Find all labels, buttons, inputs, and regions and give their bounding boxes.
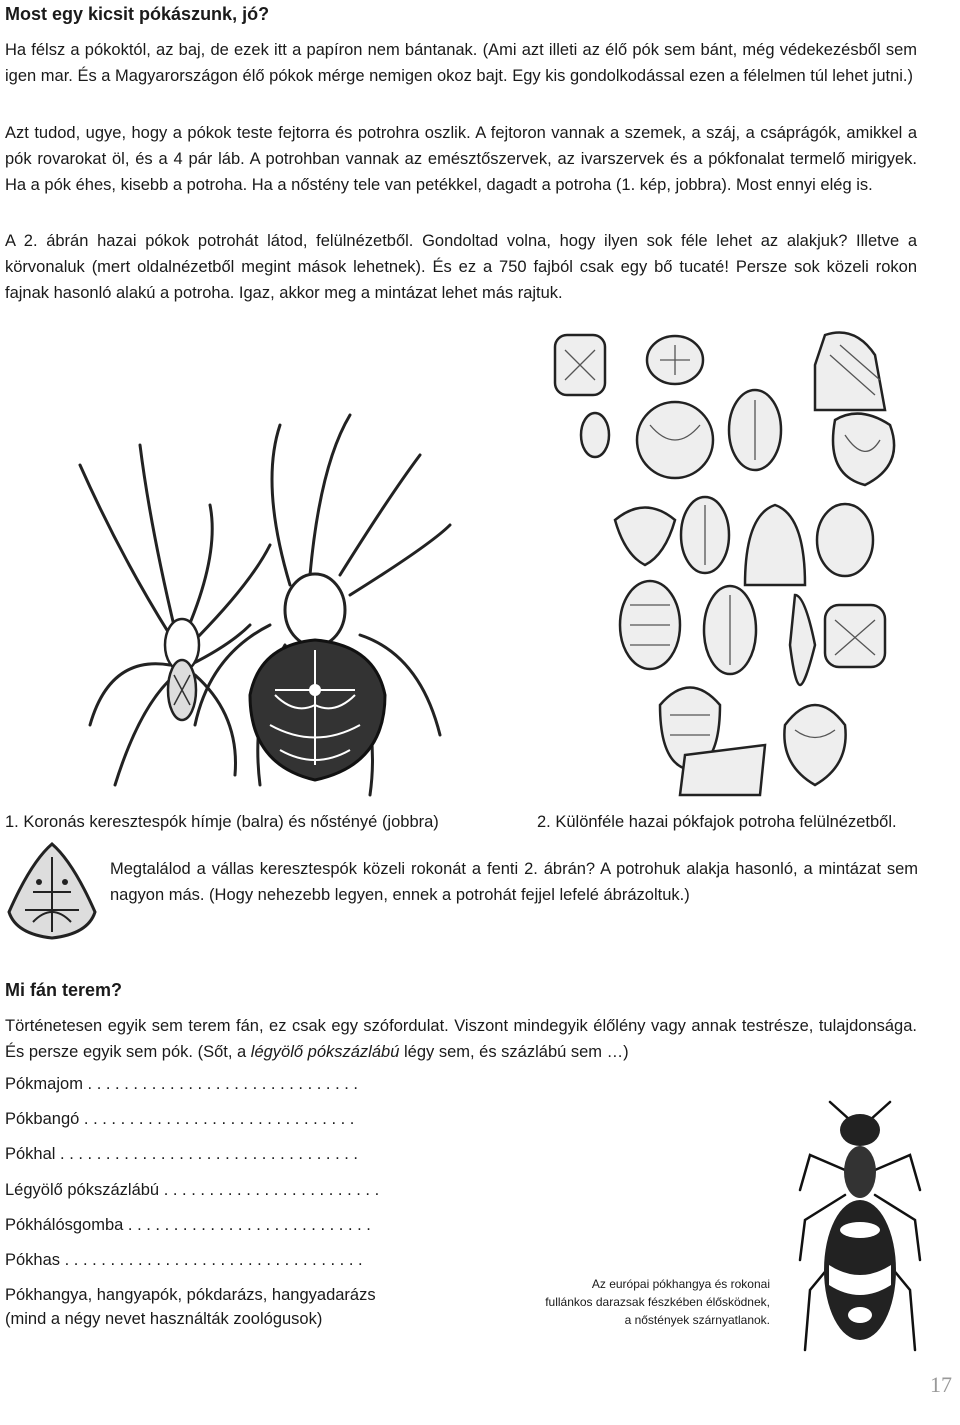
ant-caption-line-1: Az európai pókhangya és rokonai [591,1277,770,1291]
what-tree-paragraph: Történetesen egyik sem terem fán, ez csak egy szófordulat. Viszont mindegyik élőlény vagy annak testrésze, tulajdonsága. És persze egyik sem pók. (Sőt, a légyölő pókszázlábú légy sem, és százlábú sem …) [5,1017,917,1061]
figure-spiders-illustration [20,405,460,800]
ant-caption-line-3: a nőstények szárnyatlanok. [624,1313,770,1327]
caption-figure-2: 2. Különféle hazai pókfajok potroha felülnézetből. [537,813,897,831]
fill-item-legyolo-pokszazlabu[interactable]: Légyölő pókszázlábú . . . . . . . . . . . . . . . . . . . . . . . . [5,1181,380,1199]
intro-paragraph: Ha félsz a pókoktól, az baj, de ezek itt a papíron nem bántanak. (Ami azt illeti az élő pók sem bánt, még védekezésből sem igen mar. És a Magyarországon élő pókok mérge nemigen okoz bajt. Egy kis gondolkodással ezen a félelmen túl lehet jutni.) [5,41,917,85]
last-line-1: Pókhangya, hangyapók, pókdarázs, hangyadarázs [5,1286,376,1304]
last-line-2: (mind a négy nevet használták zoológusok) [5,1310,323,1328]
anatomy-paragraph: Azt tudod, ugye, hogy a pókok teste fejtorra és potrohra oszlik. A fejtoron vannak a szemek, a száj, a csáprágók, amikkel a pók rovarokat öl, és a 4 pár láb. A potrohban vannak az emésztőszervek, az ivarszervek és a pókfonalat termelő mirigyek. Ha a pók éhes, kisebb a potroha. Ha a nőstény tele van petékkel, dagadt a potroha (1. kép, jobbra). Most ennyi elég is. [5,124,917,194]
fill-item-pokhas[interactable]: Pókhas . . . . . . . . . . . . . . . . . . . . . . . . . . . . . . . . . [5,1251,363,1269]
page-number: 17 [930,1372,952,1397]
fill-item-pokhalosgomba[interactable]: Pókhálósgomba . . . . . . . . . . . . . . . . . . . . . . . . . . . [5,1216,371,1234]
figure2-paragraph: A 2. ábrán hazai pókok potrohát látod, felülnézetből. Gondoltad volna, hogy ilyen sok féle lehet az alakjuk? Illetve a körvonaluk (mert oldalnézetből megint mások lehetnek). És ez a 750 fajból csak egy bő tucaté! Persze sok közeli rokon fajnak hasonló alakú a potroha. Igaz, akkor meg a mintázat lehet más rajtuk. [5,232,917,302]
fill-item-pokbango[interactable]: Pókbangó . . . . . . . . . . . . . . . . . . . . . . . . . . . . . . [5,1110,355,1128]
ant-caption [520,1275,770,1329]
shouldered-spider-abdomen-illustration [3,842,101,942]
section-title-what-tree: Mi fán terem? [5,980,123,1000]
figure-abdomen-shapes [515,325,945,800]
caption-figure-1: 1. Koronás keresztespók hímje (balra) és nőstényé (jobbra) [5,813,439,831]
section-title-spiders: Most egy kicsit pókászunk, jó? [5,4,270,24]
velvet-ant-illustration [795,1100,925,1360]
question-paragraph: Megtalálod a vállas keresztespók közeli rokonát a fenti 2. ábrán? A potrohuk alakja hasonló, a mintázat sem nagyon más. (Hogy nehezebb legyen, ennek a potrohát fejjel lefelé ábrázoltuk.) [110,860,918,904]
fill-item-pokmajom[interactable]: Pókmajom . . . . . . . . . . . . . . . . . . . . . . . . . . . . . . [5,1075,359,1093]
fill-item-pokhal[interactable]: Pókhal . . . . . . . . . . . . . . . . . . . . . . . . . . . . . . . . . [5,1145,359,1163]
ant-caption-line-2: fullánkos darazsak fészkében élősködnek, [545,1295,770,1309]
